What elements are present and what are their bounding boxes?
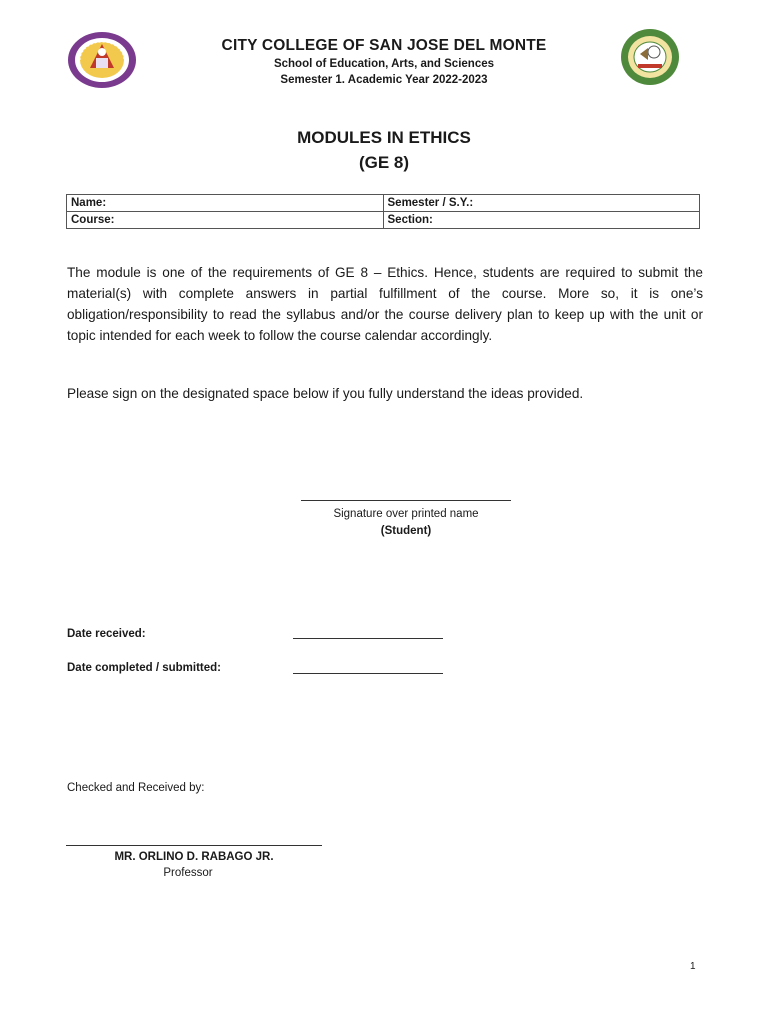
module-title: MODULES IN ETHICS [297, 128, 471, 147]
date-received-line [293, 638, 443, 639]
date-completed-line [293, 673, 443, 674]
table-row [67, 212, 700, 229]
module-requirement-paragraph: The module is one of the requirements of GE 8 – Ethics. Hence, students are required to submit the material(s) with complete answers in partial fulfillment of the course. More so, it is one’s obligation/responsibility to read the syllabus and/or the course delivery plan to keep up with the unit or topic intended for each week to follow the course calendar accordingly. [67, 265, 703, 343]
signature-role: (Student) [380, 525, 432, 537]
student-info-table [66, 194, 700, 229]
page-number: 1 [690, 961, 696, 972]
module-title-block [150, 126, 618, 176]
semester-line: Semester 1. Academic Year 2022-2023 [280, 74, 488, 86]
professor-name: MR. ORLINO D. RABAGO JR. [114, 851, 274, 863]
college-name: CITY COLLEGE OF SAN JOSE DEL MONTE [221, 37, 547, 54]
date-received-label: Date received: [67, 628, 146, 640]
section-field-label: Section: [383, 212, 700, 229]
sign-instruction-paragraph: Please sign on the designated space below if you fully understand the ideas provided. [67, 386, 584, 401]
semester-field-label: Semester / S.Y.: [383, 195, 700, 212]
course-field-label: Course: [67, 212, 384, 229]
professor-title: Professor [163, 867, 213, 879]
student-signature-line [301, 500, 511, 501]
document-header [150, 36, 618, 88]
course-code: (GE 8) [358, 153, 410, 172]
school-name: School of Education, Arts, and Sciences [273, 58, 495, 70]
checked-received-label: Checked and Received by: [67, 782, 205, 794]
table-row [67, 195, 700, 212]
professor-signature-line [66, 845, 322, 846]
date-completed-label: Date completed / submitted: [67, 662, 221, 674]
college-seal-logo [66, 30, 138, 90]
signature-caption: Signature over printed name [333, 508, 479, 520]
name-field-label: Name: [67, 195, 384, 212]
department-seal-logo [620, 28, 680, 86]
